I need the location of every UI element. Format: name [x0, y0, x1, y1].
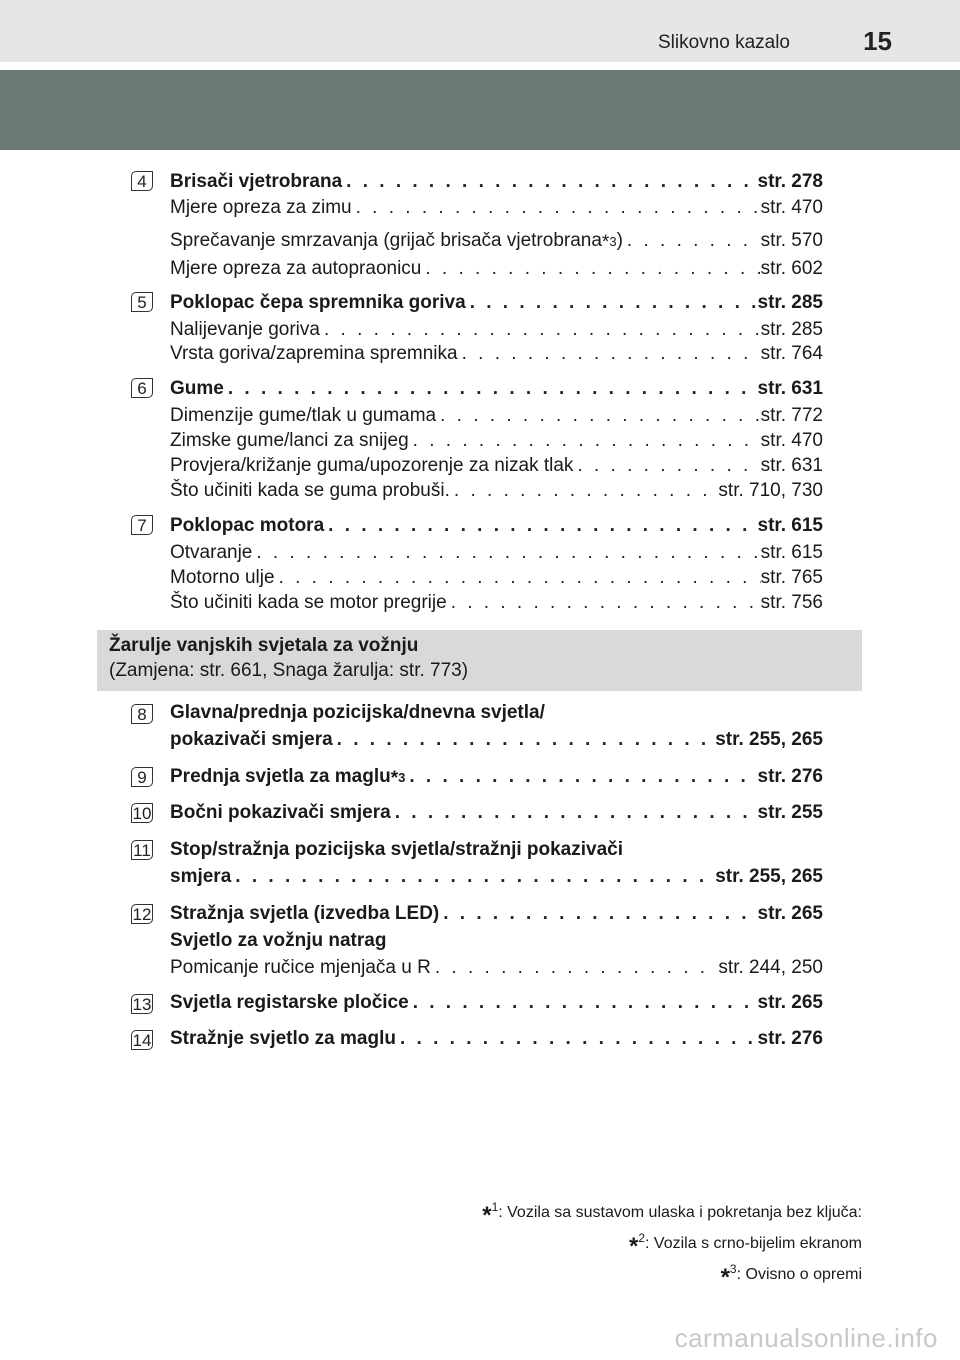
badge-14: 14 — [132, 1031, 152, 1050]
index-row[interactable]: Mjere opreza za autopraonicu . . . str. 602 — [170, 257, 823, 281]
index-row[interactable]: smjera . . . str. 255, 265 — [170, 865, 823, 889]
footnotes — [482, 1196, 862, 1289]
badge-8: 8 — [131, 704, 153, 724]
index-row-line[interactable]: Stop/stražnja pozicijska svjetla/stražnji pokazivači — [170, 839, 624, 860]
badge-6: 6 — [131, 378, 153, 398]
index-row[interactable]: Poklopac čepa spremnika goriva . . . str. 285 — [170, 291, 823, 315]
badge-12: 12 — [132, 905, 152, 924]
index-row[interactable]: pokazivači smjera . . . str. 255, 265 — [170, 728, 823, 752]
badge-10: 10 — [132, 804, 152, 823]
header-banner — [0, 70, 960, 150]
index-row-line[interactable]: Glavna/prednja pozicijska/dnevna svjetla/ — [170, 702, 545, 723]
index-row[interactable]: Poklopac motora . . . str. 615 — [170, 514, 823, 538]
index-row[interactable]: Mjere opreza za zimu . . . str. 470 — [170, 196, 823, 220]
index-row[interactable]: Prednja svjetla za maglu *3 . . . str. 276 — [170, 765, 823, 789]
index-row[interactable]: Stražnje svjetlo za maglu . . . str. 276 — [170, 1027, 823, 1051]
badge-7: 7 — [131, 515, 153, 535]
index-row[interactable]: Vrsta goriva/zapremina spremnika . . . str. 764 — [170, 342, 823, 366]
badge-9: 9 — [131, 767, 153, 787]
index-row[interactable]: Gume . . . str. 631 — [170, 377, 823, 401]
index-row[interactable]: Nalijevanje goriva . . . str. 285 — [170, 318, 823, 342]
index-row[interactable]: Što učiniti kada se motor pregrije . . . str. 756 — [170, 591, 823, 615]
index-row-line[interactable]: Svjetlo za vožnju natrag — [170, 930, 387, 951]
index-row[interactable]: Što učiniti kada se guma probuši. . . . str. 710, 730 — [170, 479, 823, 503]
index-row[interactable]: Dimenzije gume/tlak u gumama . . . str. 772 — [170, 404, 823, 428]
index-row[interactable]: Otvaranje . . . str. 615 — [170, 541, 823, 565]
index-row[interactable]: Pomicanje ručice mjenjača u R . . . str. 244, 250 — [170, 956, 823, 980]
page-number: 15 — [863, 26, 892, 56]
index-row[interactable]: Provjera/križanje guma/upozorenje za nizak tlak . . . str. 631 — [170, 454, 823, 478]
badge-13: 13 — [132, 995, 152, 1014]
footnote-1: *$^1$: Vozila sa sustavom ulaska i pokretanja bez ključa: — [482, 1200, 862, 1229]
footnote-2: *$^2$: Vozila s crno-bijelim ekranom — [629, 1231, 862, 1260]
index-row[interactable]: Zimske gume/lanci za snijeg . . . str. 470 — [170, 429, 823, 453]
index-row[interactable]: Svjetla registarske pločice . . . str. 265 — [170, 991, 823, 1015]
section-header — [97, 630, 862, 691]
badge-4: 4 — [131, 171, 153, 191]
index-row[interactable]: Motorno ulje . . . str. 765 — [170, 566, 823, 590]
watermark: carmanualsonline.info — [674, 1323, 938, 1353]
header-title: Slikovno kazalo — [657, 32, 790, 53]
index-row[interactable]: Sprečavanje smrzavanja (grijač brisača vjetrobrana *3 ) . . . str. 570 — [170, 229, 823, 253]
badge-11: 11 — [131, 840, 153, 860]
index-row[interactable]: Bočni pokazivači smjera . . . str. 255 — [170, 801, 823, 825]
section-subtitle: (Zamjena: str. 661, Snaga žarulja: str. 773) — [109, 660, 469, 681]
badge-5: 5 — [131, 292, 153, 312]
section-title: Žarulje vanjskih svjetala za vožnju — [109, 635, 419, 656]
header-bar — [0, 0, 960, 62]
index-row[interactable]: Brisači vjetrobrana . . . str. 278 — [170, 170, 823, 194]
index-row[interactable]: Stražnja svjetla (izvedba LED) . . . str. 265 — [170, 902, 823, 926]
footnote-3: *$^3$: Ovisno o opremi — [720, 1262, 862, 1291]
